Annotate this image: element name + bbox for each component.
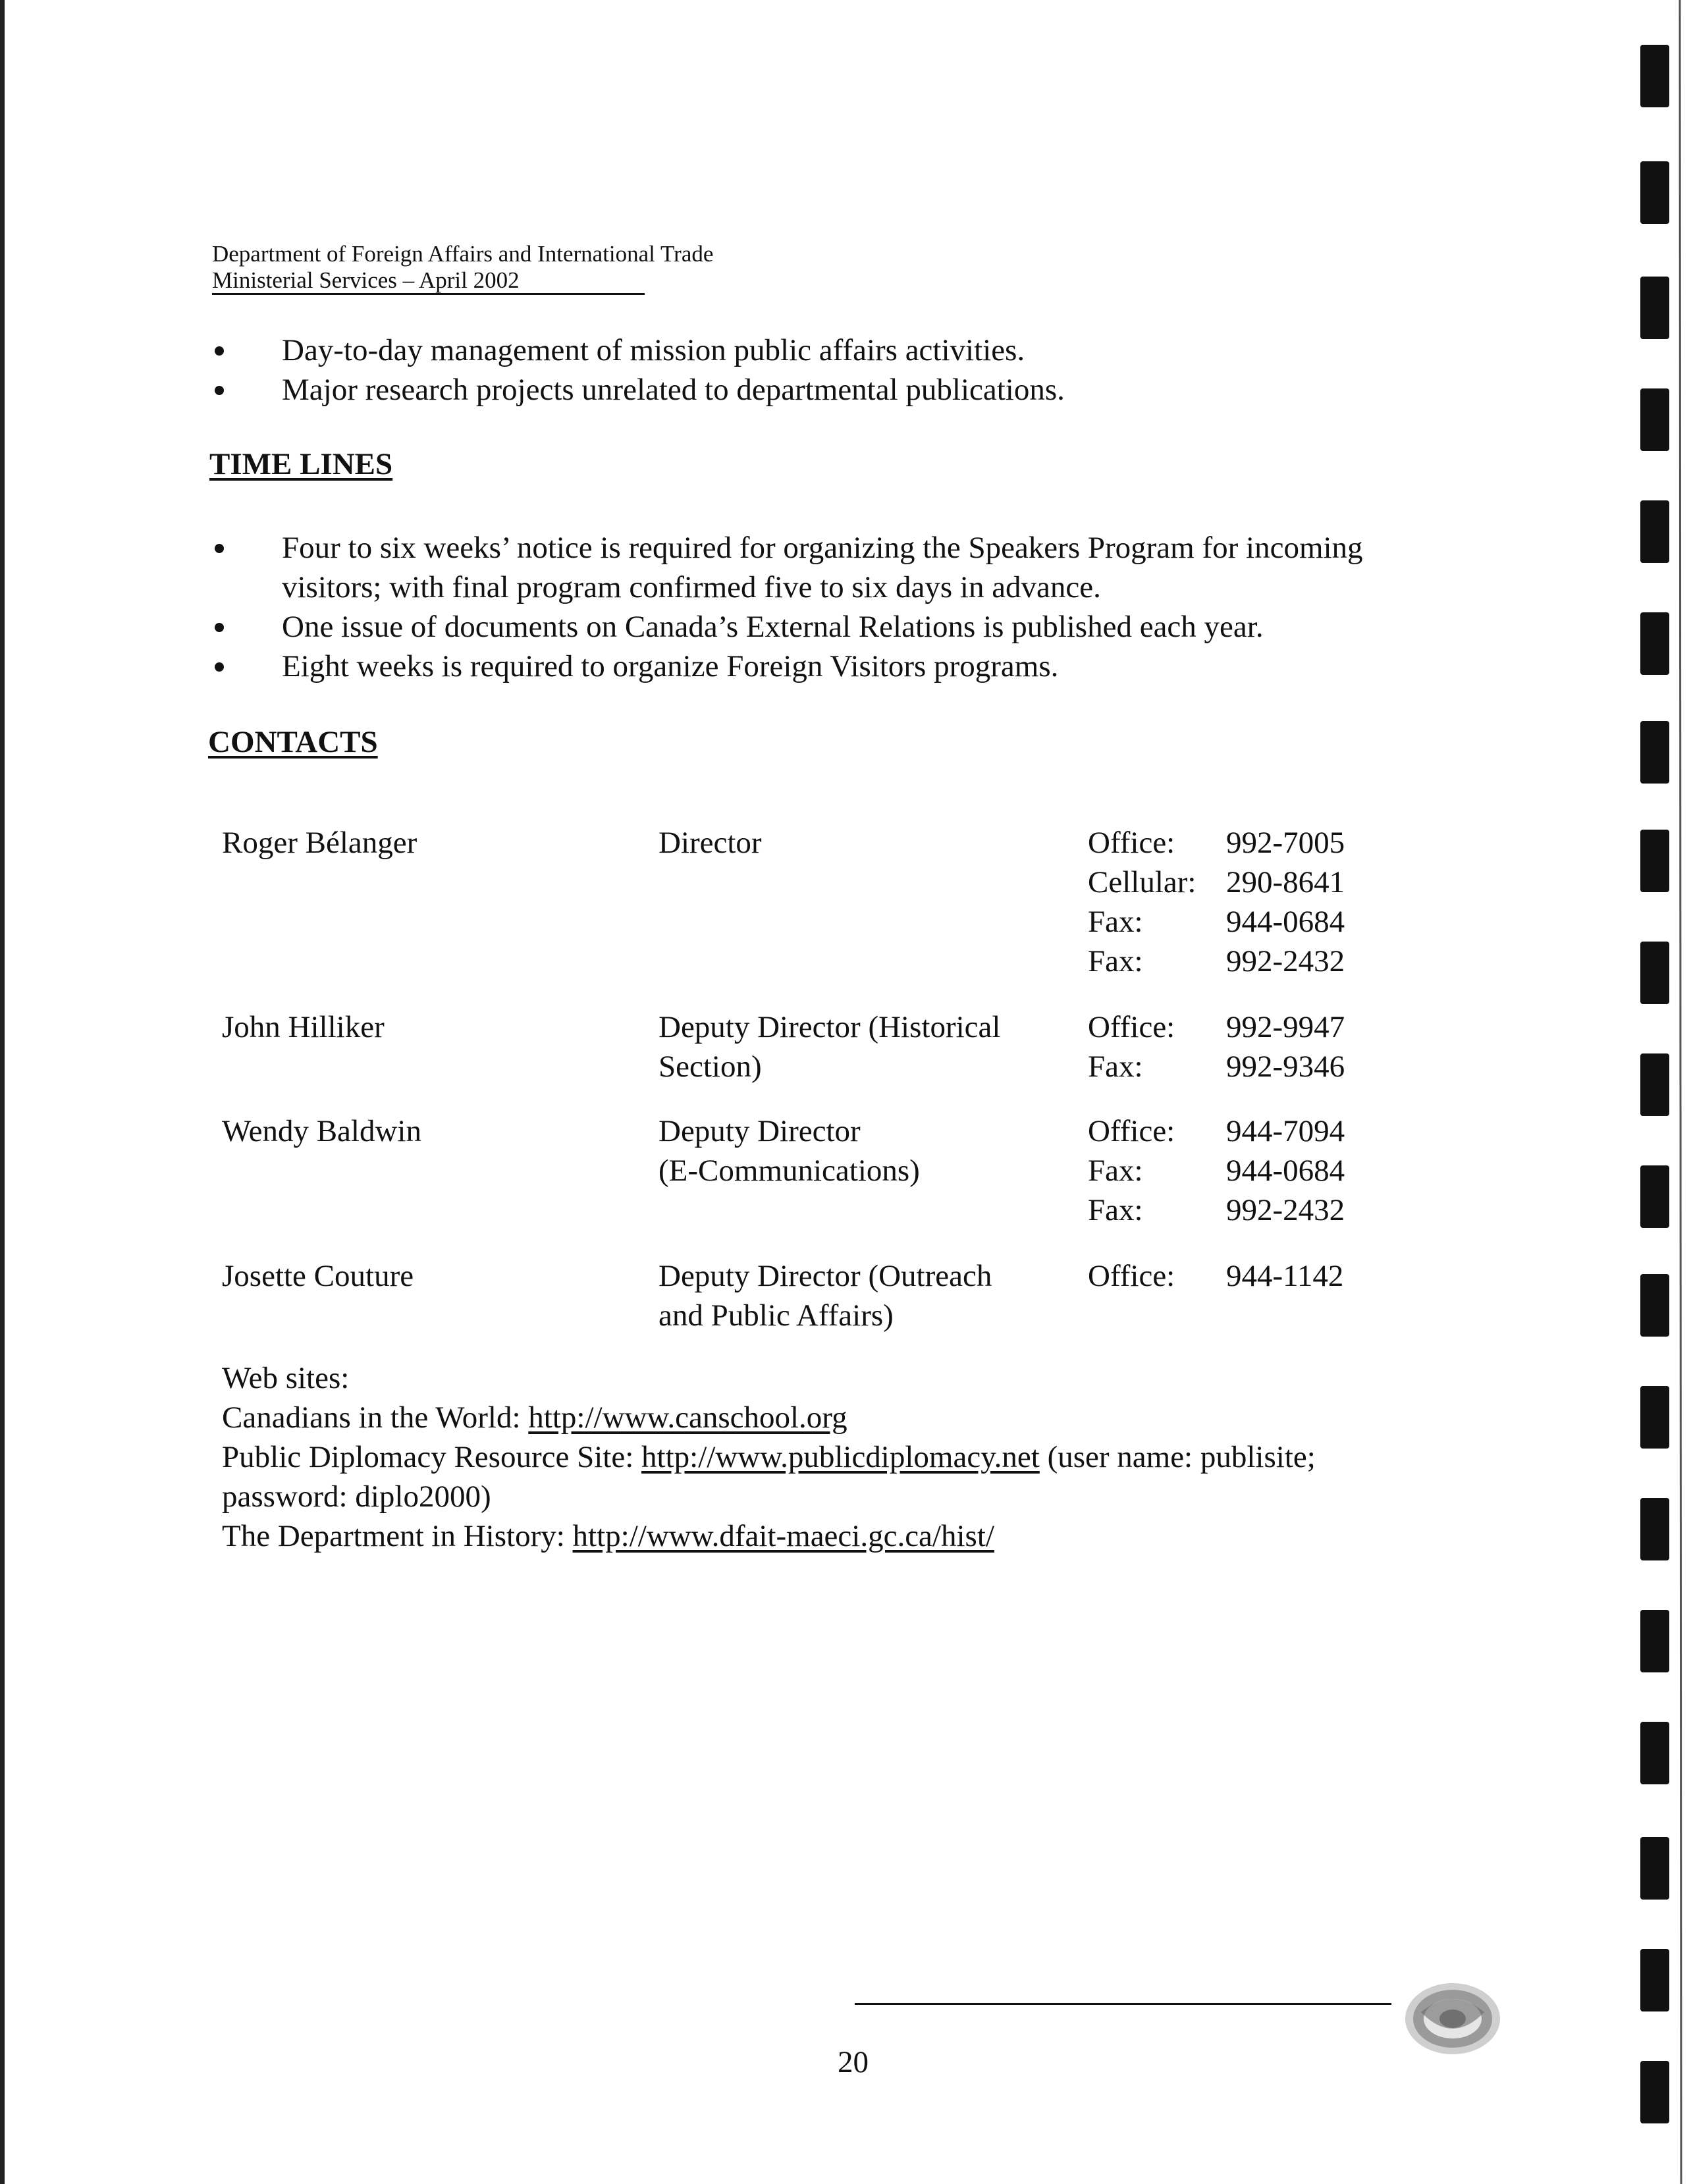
contact-name: John Hilliker bbox=[222, 1010, 385, 1044]
contacts-heading: CONTACTS bbox=[208, 725, 378, 759]
list-item: Major research projects unrelated to departmental publications. bbox=[209, 370, 1493, 410]
footer-rule bbox=[855, 2003, 1391, 2005]
contact-phones bbox=[1088, 823, 1345, 981]
header-department: Department of Foreign Affairs and International Trade bbox=[212, 241, 714, 267]
publicdiplomacy-link[interactable]: http://www.publicdiplomacy.net bbox=[641, 1440, 1040, 1474]
phone-row: Office: 992-9947 bbox=[1088, 1010, 1345, 1044]
contact-name: Wendy Baldwin bbox=[222, 1114, 421, 1148]
document-header bbox=[212, 241, 713, 294]
web-sites-block bbox=[222, 1358, 1460, 1556]
contact-title: Deputy Director (Outreach and Public Affairs) bbox=[658, 1259, 992, 1333]
contact-title: Deputy Director (Historical Section) bbox=[658, 1010, 1001, 1084]
bullet-icon bbox=[215, 386, 224, 395]
canadians-in-world-line: Canadians in the World: http://www.canschool.org bbox=[222, 1400, 847, 1435]
phone-row: Fax: 944-0684 bbox=[1088, 1154, 1345, 1188]
bullet-icon bbox=[215, 662, 224, 672]
department-history-line: The Department in History: http://www.dfait-maeci.gc.ca/hist/ bbox=[222, 1519, 994, 1553]
intro-bullet-list bbox=[209, 331, 1493, 410]
bullet-icon bbox=[215, 623, 224, 632]
time-lines-bullet-list bbox=[209, 528, 1461, 686]
public-diplomacy-line: Public Diplomacy Resource Site: http://www.publicdiplomacy.net (user name: publisite; bbox=[222, 1440, 1316, 1474]
dfait-history-link[interactable]: http://www.dfait-maeci.gc.ca/hist/ bbox=[572, 1519, 994, 1553]
contact-title: Director bbox=[658, 826, 762, 860]
list-item: Day-to-day management of mission public affairs activities. bbox=[209, 331, 1493, 370]
contact-phones bbox=[1088, 1007, 1345, 1086]
phone-row: Fax: 992-2432 bbox=[1088, 1193, 1345, 1227]
phone-row: Office: 992-7005 bbox=[1088, 826, 1345, 860]
contact-phones bbox=[1088, 1111, 1345, 1230]
time-lines-heading: TIME LINES bbox=[209, 447, 393, 481]
contact-name: Roger Bélanger bbox=[222, 826, 417, 860]
phone-row: Fax: 992-9346 bbox=[1088, 1050, 1345, 1084]
scan-left-edge bbox=[0, 0, 5, 2184]
public-diplomacy-password-line: password: diplo2000) bbox=[222, 1479, 491, 1514]
page-number: 20 bbox=[838, 2045, 869, 2079]
seal-emblem-icon bbox=[1401, 1979, 1504, 2058]
contact-name: Josette Couture bbox=[222, 1259, 414, 1293]
list-item: Four to six weeks’ notice is required for organizing the Speakers Program for incoming visitors; with final program confirmed five to six days in advance. bbox=[209, 528, 1461, 607]
header-service-date: Ministerial Services – April 2002 bbox=[212, 267, 645, 295]
contact-phones bbox=[1088, 1256, 1343, 1296]
phone-row: Office: 944-1142 bbox=[1088, 1259, 1344, 1293]
phone-row: Cellular: 290-8641 bbox=[1088, 865, 1345, 899]
list-item: One issue of documents on Canada’s External Relations is published each year. bbox=[209, 607, 1461, 647]
phone-row: Fax: 992-2432 bbox=[1088, 944, 1345, 978]
contact-title: Deputy Director (E-Communications) bbox=[658, 1114, 920, 1188]
web-sites-label: Web sites: bbox=[222, 1361, 350, 1395]
phone-row: Office: 944-7094 bbox=[1088, 1114, 1345, 1148]
phone-row: Fax: 944-0684 bbox=[1088, 905, 1345, 939]
canschool-link[interactable]: http://www.canschool.org bbox=[528, 1400, 847, 1435]
list-item: Eight weeks is required to organize Foreign Visitors programs. bbox=[209, 647, 1461, 686]
bullet-icon bbox=[215, 346, 224, 356]
spiral-binding bbox=[1621, 0, 1693, 2184]
bullet-icon bbox=[215, 544, 224, 553]
